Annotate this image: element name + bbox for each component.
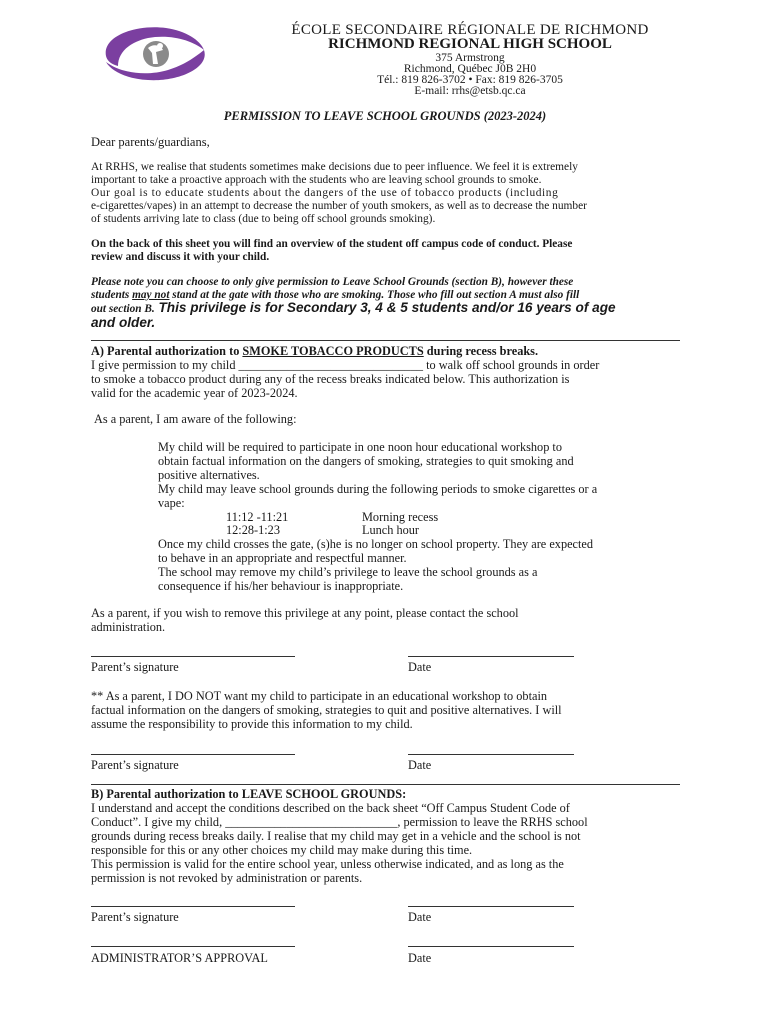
divider: [91, 784, 680, 785]
school-name-english: RICHMOND REGIONAL HIGH SCHOOL: [328, 36, 612, 52]
section-a-line: valid for the academic year of 2023-2024.: [91, 386, 298, 400]
signature-line[interactable]: [91, 906, 295, 907]
aware-intro: As a parent, I am aware of the following:: [94, 412, 297, 426]
date-label: Date: [408, 758, 432, 772]
condition-text: My child will be required to participate in one noon hour educational workshop to: [158, 440, 562, 454]
date-label: Date: [408, 951, 432, 965]
may-not-emphasis: may not: [132, 289, 170, 301]
intro-line: of students arriving late to class (due to being off school grounds smoking).: [91, 213, 436, 225]
condition-text: consequence if his/her behaviour is inappropriate.: [158, 579, 404, 593]
admin-approval-label: ADMINISTRATOR’S APPROVAL: [91, 951, 268, 965]
address-line-1: 375 Armstrong: [435, 52, 505, 64]
note-line: Please note you can choose to only give permission to Leave School Grounds (section B), however these: [91, 276, 574, 288]
condition-text: positive alternatives.: [158, 468, 260, 482]
date-line[interactable]: [408, 906, 574, 907]
condition-text: obtain factual information on the dangers of smoking, strategies to quit smoking and: [158, 454, 574, 468]
school-name-french: ÉCOLE SECONDAIRE RÉGIONALE DE RICHMOND: [291, 22, 649, 38]
note-text: students: [91, 289, 133, 301]
remove-privilege-text: administration.: [91, 620, 166, 634]
section-b-line: grounds during recess breaks daily. I realise that my child may get in a vehicle and the school is not: [91, 829, 581, 843]
section-a-line: I give permission to my child ______________________________ to walk off school grounds in order: [91, 358, 600, 372]
section-b-line: permission is not revoked by administration or parents.: [91, 871, 363, 885]
privilege-text-2: and older.: [91, 315, 156, 330]
note-text: stand at the gate with those who are smoking. Those who fill out section A must also fill: [169, 289, 580, 301]
signature-label: Parent’s signature: [91, 758, 179, 772]
privilege-text: This privilege is for Secondary 3, 4 & 5 students and/or 16 years of age: [154, 300, 616, 315]
greeting: Dear parents/guardians,: [91, 135, 210, 149]
date-label: Date: [408, 660, 432, 674]
section-a-line: to smoke a tobacco product during any of the recess breaks indicated below. This authorization is: [91, 372, 570, 386]
condition-text: Once my child crosses the gate, (s)he is no longer on school property. They are expected: [158, 537, 594, 551]
condition-text: My child may leave school grounds during the following periods to smoke cigarettes or a: [158, 482, 598, 496]
smoke-tobacco-emphasis: SMOKE TOBACCO PRODUCTS: [242, 344, 424, 358]
intro-line: e-cigarettes/vapes) in an attempt to decrease the number of youth smokers, as well as to decrease the number: [91, 200, 587, 212]
opt-out-text: assume the responsibility to provide this information to my child.: [91, 717, 413, 731]
school-logo: [96, 22, 214, 84]
section-b-line: Conduct”. I give my child, ____________________________, permission to leave the RRHS school: [91, 815, 588, 829]
condition-text: to behave in an appropriate and respectful manner.: [158, 551, 407, 565]
condition-text: vape:: [158, 496, 185, 510]
signature-label: Parent’s signature: [91, 910, 179, 924]
note-line-3: [91, 301, 616, 316]
heading-text: A) Parental authorization to: [91, 344, 243, 358]
recess-label: Morning recess: [362, 510, 439, 524]
back-notice-line: On the back of this sheet you will find an overview of the student off campus code of conduct. Please: [91, 238, 573, 250]
date-line[interactable]: [408, 656, 574, 657]
phone-fax: Tél.: 819 826-3702 • Fax: 819 826-3705: [377, 74, 563, 86]
recess-time: 11:12 -11:21: [226, 510, 289, 524]
recess-time: 12:28-1:23: [226, 523, 280, 537]
note-text: out section B.: [91, 303, 155, 315]
date-line[interactable]: [408, 946, 574, 947]
condition-text: The school may remove my child’s privilege to leave the school grounds as a: [158, 565, 538, 579]
signature-label: Parent’s signature: [91, 660, 179, 674]
intro-line: important to take a proactive approach with the students who are leaving school grounds to smoke.: [91, 174, 542, 186]
signature-line[interactable]: [91, 754, 295, 755]
opt-out-text: ** As a parent, I DO NOT want my child to participate in an educational workshop to obtain: [91, 689, 548, 703]
section-b-heading: B) Parental authorization to LEAVE SCHOOL GROUNDS:: [91, 787, 407, 801]
opt-out-text: factual information on the dangers of smoking, strategies to quit and positive alternatives. I will: [91, 703, 562, 717]
section-b-line: I understand and accept the conditions described on the back sheet “Off Campus Student Code of: [91, 801, 570, 815]
section-b-line: responsible for this or any other choices my child may make during this time.: [91, 843, 473, 857]
document-title: PERMISSION TO LEAVE SCHOOL GROUNDS (2023-2024): [223, 109, 547, 123]
date-label: Date: [408, 910, 432, 924]
back-notice-line: review and discuss it with your child.: [91, 251, 270, 263]
heading-text: during recess breaks.: [423, 344, 539, 358]
section-b-line: This permission is valid for the entire school year, unless otherwise indicated, and as long as the: [91, 857, 564, 871]
address-line-2: Richmond, Québec J0B 2H0: [403, 63, 537, 75]
divider: [91, 340, 680, 341]
intro-line: Our goal is to educate students about the dangers of the use of tobacco products (including: [91, 187, 559, 199]
admin-signature-line[interactable]: [91, 946, 295, 947]
email-address: E-mail: rrhs@etsb.qc.ca: [414, 85, 526, 97]
recess-label: Lunch hour: [362, 523, 420, 537]
signature-line[interactable]: [91, 656, 295, 657]
intro-line: At RRHS, we realise that students sometimes make decisions due to peer influence. We feel it is extremely: [91, 161, 578, 173]
remove-privilege-text: As a parent, if you wish to remove this privilege at any point, please contact the school: [91, 606, 519, 620]
date-line[interactable]: [408, 754, 574, 755]
section-a-heading: [91, 344, 538, 358]
